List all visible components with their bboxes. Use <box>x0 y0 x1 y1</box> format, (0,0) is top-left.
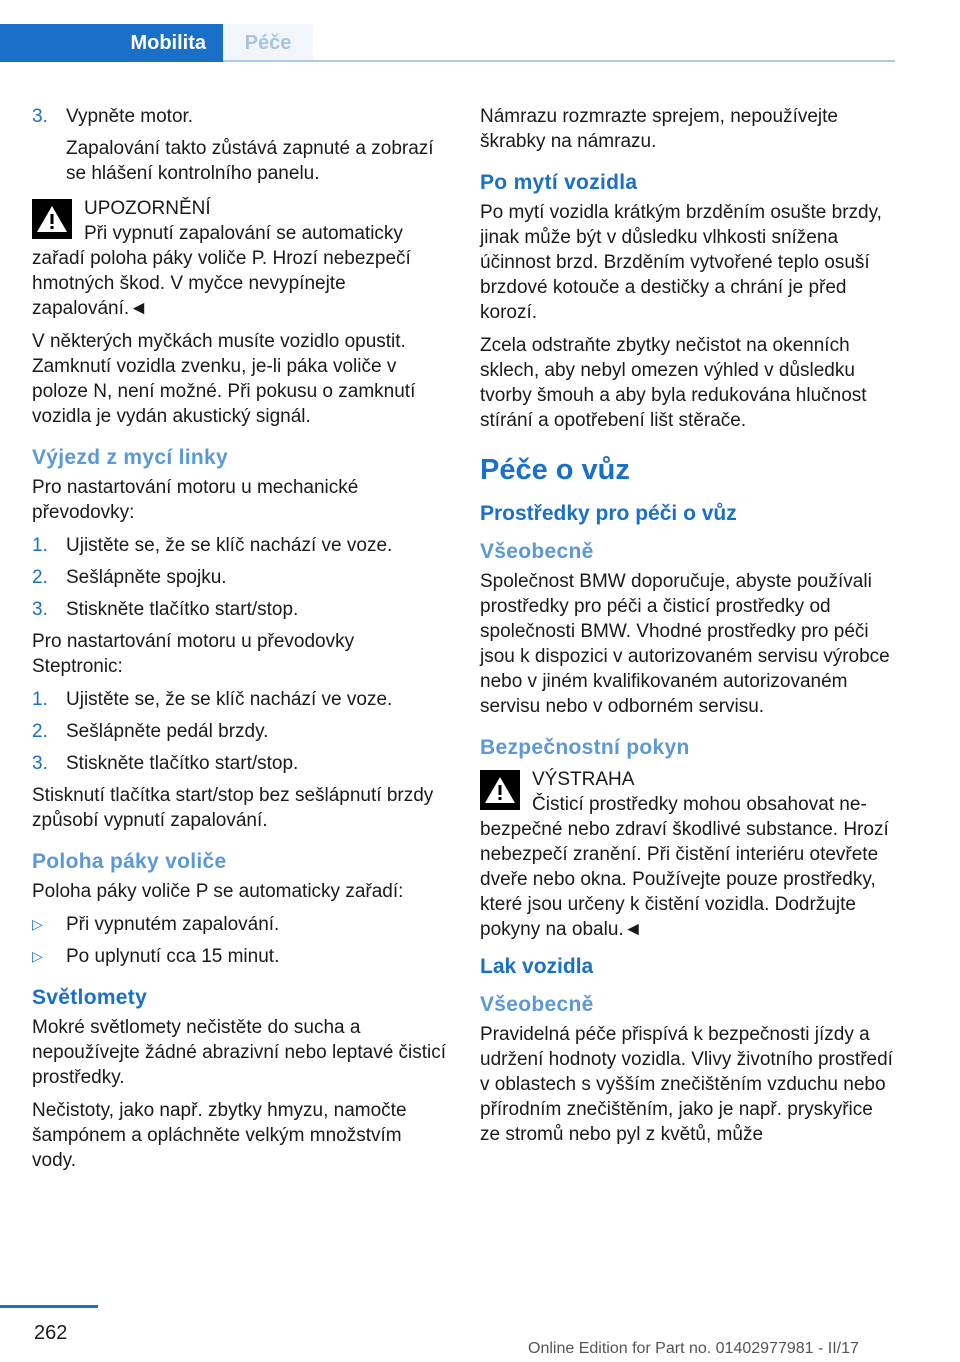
left-column <box>32 104 448 1181</box>
heading-prostredky: Prostředky pro péči o vůz <box>480 502 737 525</box>
warning-first-line: Při vypnutí zapalování se automaticky <box>84 223 403 244</box>
startstop-paragraph: Stisknutí tlačítka start/stop bez sešlápnutí brzdy způsobí vypnutí zapalování. <box>32 785 434 831</box>
heading-poloha: Poloha páky voliče <box>32 850 227 873</box>
frost-paragraph: Námrazu rozmrazte sprejem, nepoužívejte škrabky na námrazu. <box>480 106 838 152</box>
after-wash-paragraph-1: Po mytí vozidla krátkým brzděním osušte brzdy, jinak může být v důsledku vlhkosti snížena účinnost brzd. Brzděním vytvořené teplo osuší brzdové kotouče a destičky a chrání je před korozí. <box>480 202 882 323</box>
heading-svetlomety: Světlomety <box>32 986 148 1009</box>
warning-title: VÝSTRAHA <box>532 769 635 790</box>
bullet-triangle-icon: ▷ <box>32 916 43 932</box>
manual-steps-list <box>32 533 448 622</box>
tab-pece[interactable]: Péče <box>223 24 313 62</box>
step-number: 3. <box>32 106 48 127</box>
step-3 <box>32 104 448 129</box>
auto-steps-list <box>32 687 448 776</box>
step-text: Vypněte motor. <box>66 106 194 127</box>
tab-divider <box>223 60 895 62</box>
edition-note: Online Edition for Part no. 01402977981 - II/17 <box>528 1340 859 1357</box>
manual-intro: Pro nastartování motoru u mechanické převodovky: <box>32 477 359 523</box>
general-paragraph-1: Společnost BMW doporučuje, abyste používali prostředky pro péči a čisticí prostředky od společnosti BMW. Vhodné prostředky pro péči jsou k dispozici v autorizovaném servisu výrobce nebo v jiném kvalifikovaném autorizovaném servisu nebo v odborném servisu. <box>480 571 890 717</box>
step-text: Sešlápněte spojku. <box>66 567 227 588</box>
step-number: 1. <box>32 535 48 556</box>
list-item <box>32 751 448 776</box>
heading-vseobecne-1: Všeobecně <box>480 540 594 563</box>
step-number: 2. <box>32 567 48 588</box>
list-text: Po uplynutí cca 15 minut. <box>66 946 280 967</box>
step-number: 1. <box>32 689 48 710</box>
step-3-detail: Zapalování takto zůstává zapnuté a zobrazí se hlášení kontrolního panelu. <box>66 138 434 184</box>
step-text: Stiskněte tlačítko start/stop. <box>66 599 299 620</box>
step-number: 3. <box>32 753 48 774</box>
step-text: Ujistěte se, že se klíč nachází ve voze. <box>66 535 393 556</box>
step-text: Stiskněte tlačítko start/stop. <box>66 753 299 774</box>
heading-po-myti: Po mytí vozidla <box>480 171 638 194</box>
selector-list <box>32 912 448 969</box>
selector-intro: Poloha páky voliče P se automaticky zařadí: <box>32 881 404 902</box>
heading-vseobecne-2: Všeobecně <box>480 993 594 1016</box>
list-item <box>32 687 448 712</box>
warning-text: bezpečné nebo zdraví škodlivé substance. Hrozí nebezpečí zranění. Při čistění interiéru otevřete dveře nebo okna. Používejte pouze prostředky, které jsou určeny k čistění vozidla. Dodržujte pokyny na obalu.◄ <box>480 819 889 940</box>
list-text: Při vypnutém zapalování. <box>66 914 280 935</box>
after-wash-paragraph-2: Zcela odstraňte zbytky nečistot na okenních sklech, aby nebyl omezen výhled v důsledku tvorby šmouh a aby byla redukována hlučnost stírání a opotřebení lišt stěrače. <box>480 335 867 431</box>
general-paragraph-2: Pravidelná péče přispívá k bezpečnosti jízdy a udržení hodnoty vozidla. Vlivy životního prostředí v oblastech s vyšším znečištěním vzduchu nebo přírodním znečištěním, jako je např. pryskyřice ze stromů nebo pyl z květů, může <box>480 1024 893 1145</box>
warning-triangle-icon <box>480 770 520 810</box>
warning-box-upozorneni <box>32 196 448 321</box>
warning-triangle-icon <box>32 199 72 239</box>
page-number: 262 <box>34 1322 68 1344</box>
lights-paragraph-2: Nečistoty, jako např. zbytky hmyzu, namočte šampónem a opláchněte velkým množstvím vody. <box>32 1100 407 1171</box>
heading-vyjezd: Výjezd z mycí linky <box>32 446 228 469</box>
warning-title: UPOZORNĚNÍ <box>84 198 211 219</box>
step-number: 2. <box>32 721 48 742</box>
list-item <box>32 719 448 744</box>
list-item <box>32 565 448 590</box>
list-item <box>32 597 448 622</box>
list-item <box>32 533 448 558</box>
auto-intro: Pro nastartování motoru u převodovky Steptronic: <box>32 631 355 677</box>
header-tabs <box>0 24 895 62</box>
step-number: 3. <box>32 599 48 620</box>
list-item <box>32 944 448 969</box>
bullet-triangle-icon: ▷ <box>32 948 43 964</box>
heading-bezpecnostni-pokyn: Bezpečnostní pokyn <box>480 736 690 759</box>
warning-first-line: Čisticí prostředky mohou obsahovat ne- <box>532 794 867 815</box>
warning-text: zařadí poloha páky voliče P. Hrozí nebezpečí hmotných škod. V myčce nevypínejte zapalování.◄ <box>32 248 411 319</box>
heading-lak-vozidla: Lak vozidla <box>480 955 594 978</box>
step-text: Ujistěte se, že se klíč nachází ve voze. <box>66 689 393 710</box>
warning-box-vystraha <box>480 767 898 942</box>
footer-rule <box>0 1305 98 1308</box>
list-item <box>32 912 448 937</box>
heading-pece-o-vuz: Péče o vůz <box>480 454 630 486</box>
exit-paragraph: V některých myčkách musíte vozidlo opustit. Zamknutí vozidla zvenku, je-li páka voliče v poloze N, není možné. Při pokusu o zamknutí vozidla je vydán akustický signál. <box>32 331 416 427</box>
step-text: Sešlápněte pedál brzdy. <box>66 721 269 742</box>
lights-paragraph-1: Mokré světlomety nečistěte do sucha a nepoužívejte žádné abrazivní nebo leptavé čisticí prostředky. <box>32 1017 447 1088</box>
right-column <box>480 104 898 1155</box>
tab-mobilita[interactable]: Mobilita <box>0 24 223 62</box>
